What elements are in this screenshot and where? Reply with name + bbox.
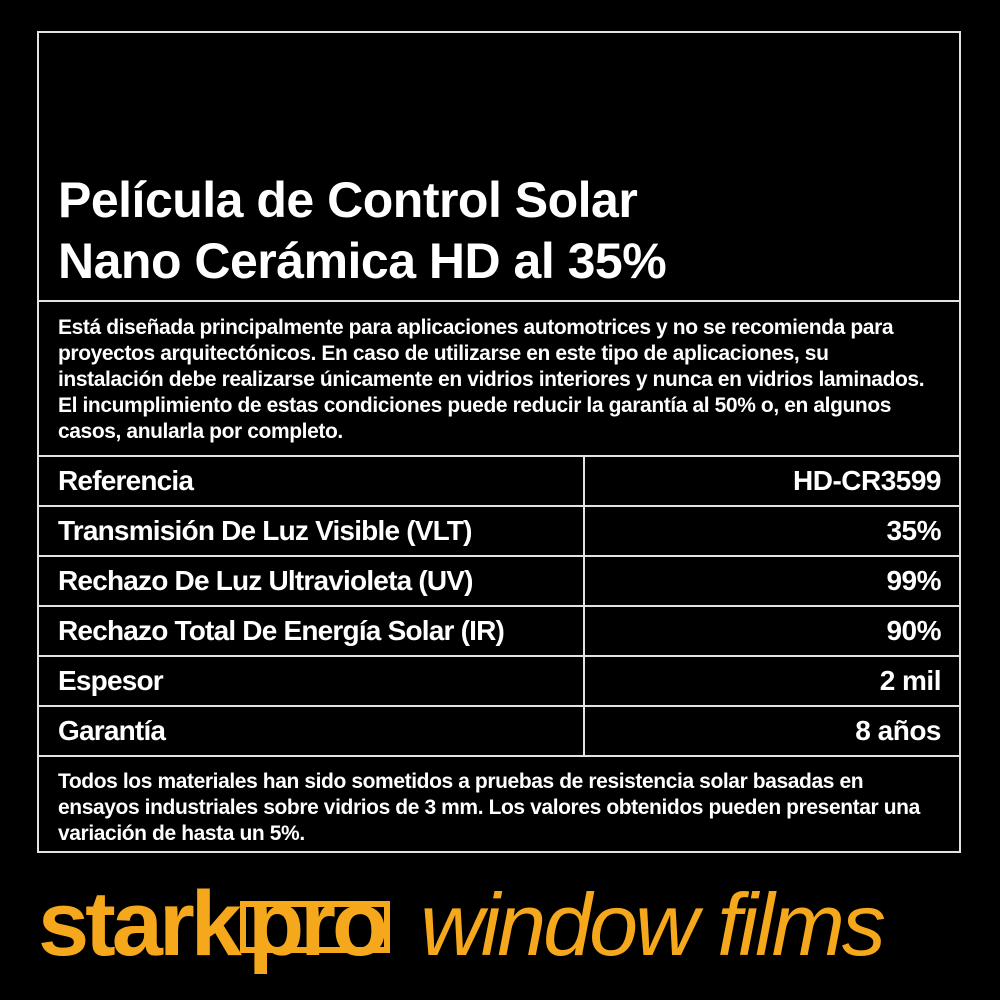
spec-row-ir <box>39 605 959 655</box>
product-title-line1: Película de Control Solar <box>58 172 638 228</box>
title-section <box>39 33 959 300</box>
spec-row-espesor <box>39 655 959 705</box>
spec-row-garantia <box>39 705 959 755</box>
spec-value: 8 años <box>583 707 959 755</box>
brand-tagline: window films <box>420 875 883 974</box>
spec-card <box>37 31 961 853</box>
spec-table <box>39 455 959 755</box>
spec-row-vlt <box>39 505 959 555</box>
product-title <box>58 170 666 292</box>
spec-label: Espesor <box>58 665 163 696</box>
brand-pro-box: pro <box>240 873 390 975</box>
spec-label: Rechazo De Luz Ultravioleta (UV) <box>58 565 473 596</box>
spec-value: HD-CR3599 <box>583 457 959 505</box>
spec-row-referencia <box>39 455 959 505</box>
spec-value: 90% <box>583 607 959 655</box>
spec-value: 35% <box>583 507 959 555</box>
spec-label: Rechazo Total De Energía Solar (IR) <box>58 615 505 646</box>
intro-paragraph: Está diseñada principalmente para aplicaciones automotrices y no se recomienda para proyectos arquitectónicos. En caso de utilizarse en este tipo de aplicaciones, su instalación debe realizarse únicamente en vidrios interiores y nunca en vidrios laminados. El incumplimiento de estas condiciones puede reducir la garantía al 50% o, en algunos casos, anularla por completo. <box>39 300 959 455</box>
spec-value: 99% <box>583 557 959 605</box>
brand-logo <box>38 862 968 987</box>
disclaimer-paragraph: Todos los materiales han sido sometidos a pruebas de resistencia solar basadas en ensayos industriales sobre vidrios de 3 mm. Los valores obtenidos pueden presentar una variación de hasta un 5%. <box>39 755 959 851</box>
spec-row-uv <box>39 555 959 605</box>
product-title-line2: Nano Cerámica HD al 35% <box>58 233 667 289</box>
spec-label: Garantía <box>58 715 166 746</box>
spec-label: Referencia <box>58 465 194 496</box>
spec-label: Transmisión De Luz Visible (VLT) <box>58 515 472 546</box>
spec-value: 2 mil <box>583 657 959 705</box>
brand-wordmark-stark: stark <box>38 873 238 975</box>
